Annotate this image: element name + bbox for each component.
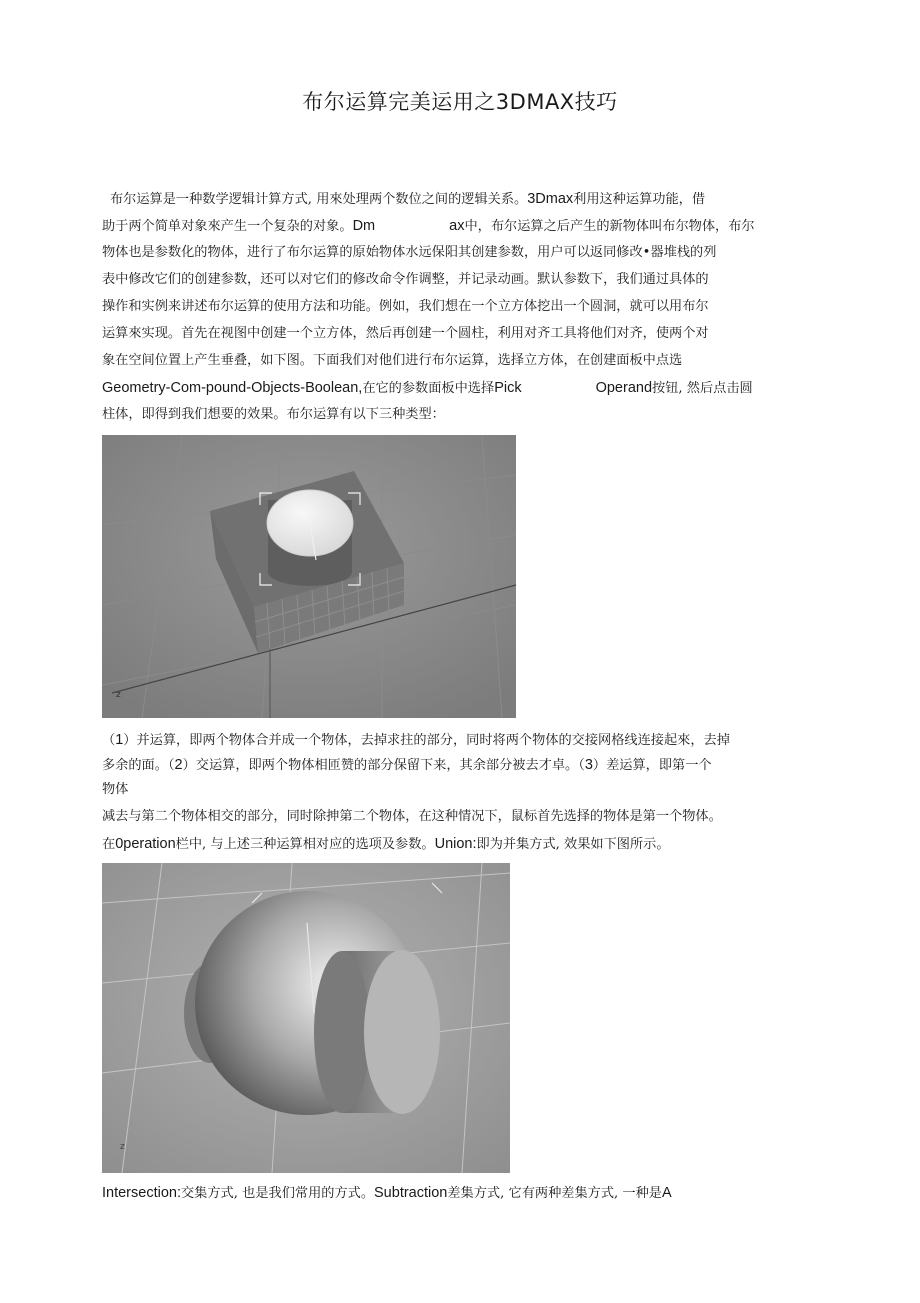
text-span: ）并运算，即两个物体合并成一个物体，去掉求拄的部分，同时将两个物体的交接网格线连接起來，去掉 [123, 733, 730, 748]
text-span: 3Dmax [527, 191, 574, 207]
text-line: 柱体，即得到我们想要的效果。布尔运算有以下三种类型： [102, 407, 445, 422]
text-span: （ [102, 733, 116, 748]
text-span: 交集方式, 也是我们常用的方式。 [181, 1186, 375, 1201]
text-span: ）差运算，即第一个 [592, 758, 712, 773]
text-line: 操作和实例来讲述布尔运算的使用方法和功能。例如，我们想在一个立方体挖出一个圆洞，就可以用布尔 [102, 299, 709, 314]
text-span: Operand [595, 380, 653, 396]
text-span: Subtraction [374, 1185, 448, 1201]
text-span: A [661, 1185, 672, 1201]
text-span: Intersection: [102, 1185, 181, 1201]
text-span: 中，布尔运算之后产生的新物体叫布尔物体，布尔 [464, 219, 755, 234]
text-line: 运算來实现。首先在视图中创建一个立方体，然后再创建一个圆柱，利用对齐工具将他们对齐，使两个对 [102, 326, 709, 341]
text-span: 即为并集方式, 效果如下图所示。 [476, 837, 670, 852]
text-line: 减去与第二个物体相交的部分，同时除抻第二个物体，在这种情况下，鼠标首先选择的物体是第一个物体。 [102, 809, 722, 824]
text-span: 布尔运算是一种数学逻辑计算方式, 用來处理两个数位之间的逻辑关系。 [110, 192, 528, 207]
text-span: Geometry-Com-pound-Objects-Boolean, [102, 380, 363, 396]
text-span: 在 [102, 837, 116, 852]
text-line: 物体也是参数化的物体，进行了布尔运算的原始物体水远保阳其创建参数，用户可以返同修改•器堆栈的列 [102, 245, 717, 260]
svg-text:z: z [120, 1142, 125, 1152]
text-line [102, 1184, 672, 1203]
svg-text:z: z [116, 690, 121, 700]
text-line [110, 190, 705, 209]
text-line: 物体 [102, 782, 129, 797]
text-span: Dm [352, 218, 376, 234]
text-line [102, 379, 753, 398]
text-span: Pick [494, 380, 522, 396]
text-span: 3 [584, 757, 593, 773]
text-span: ）交运算，即两个物体相匝赞的部分保留下来，其余部分被去才卓。（ [182, 758, 585, 773]
text-line [102, 217, 755, 236]
text-line [102, 731, 730, 750]
text-span: 多余的面。（ [102, 758, 175, 773]
text-span: 助于两个简单对象來产生一个复杂的对象。 [102, 219, 353, 234]
figure-box-cylinder [102, 435, 516, 718]
text-span: 利用这种运算功能，借 [573, 192, 706, 207]
text-span: ax [449, 218, 465, 234]
text-span: 差集方式, 它有两种差集方式, 一种是 [447, 1186, 662, 1201]
text-span: 1 [115, 732, 124, 748]
figure-sphere-union [102, 863, 510, 1173]
text-span: 0peration [115, 836, 176, 852]
text-line [102, 756, 712, 775]
text-span: 在它的参数面板中选择 [362, 381, 495, 396]
text-span: 2 [174, 757, 183, 773]
text-line: 象在空间位置上产生垂叠，如下图。下面我们对他们进行布尔运算，选择立方体，在创建面板中点选 [102, 353, 683, 368]
text-line: 表中修改它们的创建参数，还可以对它们的修改命令作调整，并记录动画。默认参数下，我们通过具体的 [102, 272, 709, 287]
text-span: 按钮, 然后点击圆 [652, 381, 753, 396]
text-span: 栏中, 与上述三种运算相对应的选项及参数。 [175, 837, 435, 852]
document-title: 布尔运算完美运用之3DMAX技巧 [302, 90, 618, 114]
text-span: Union: [434, 836, 477, 852]
text-line [102, 835, 670, 854]
